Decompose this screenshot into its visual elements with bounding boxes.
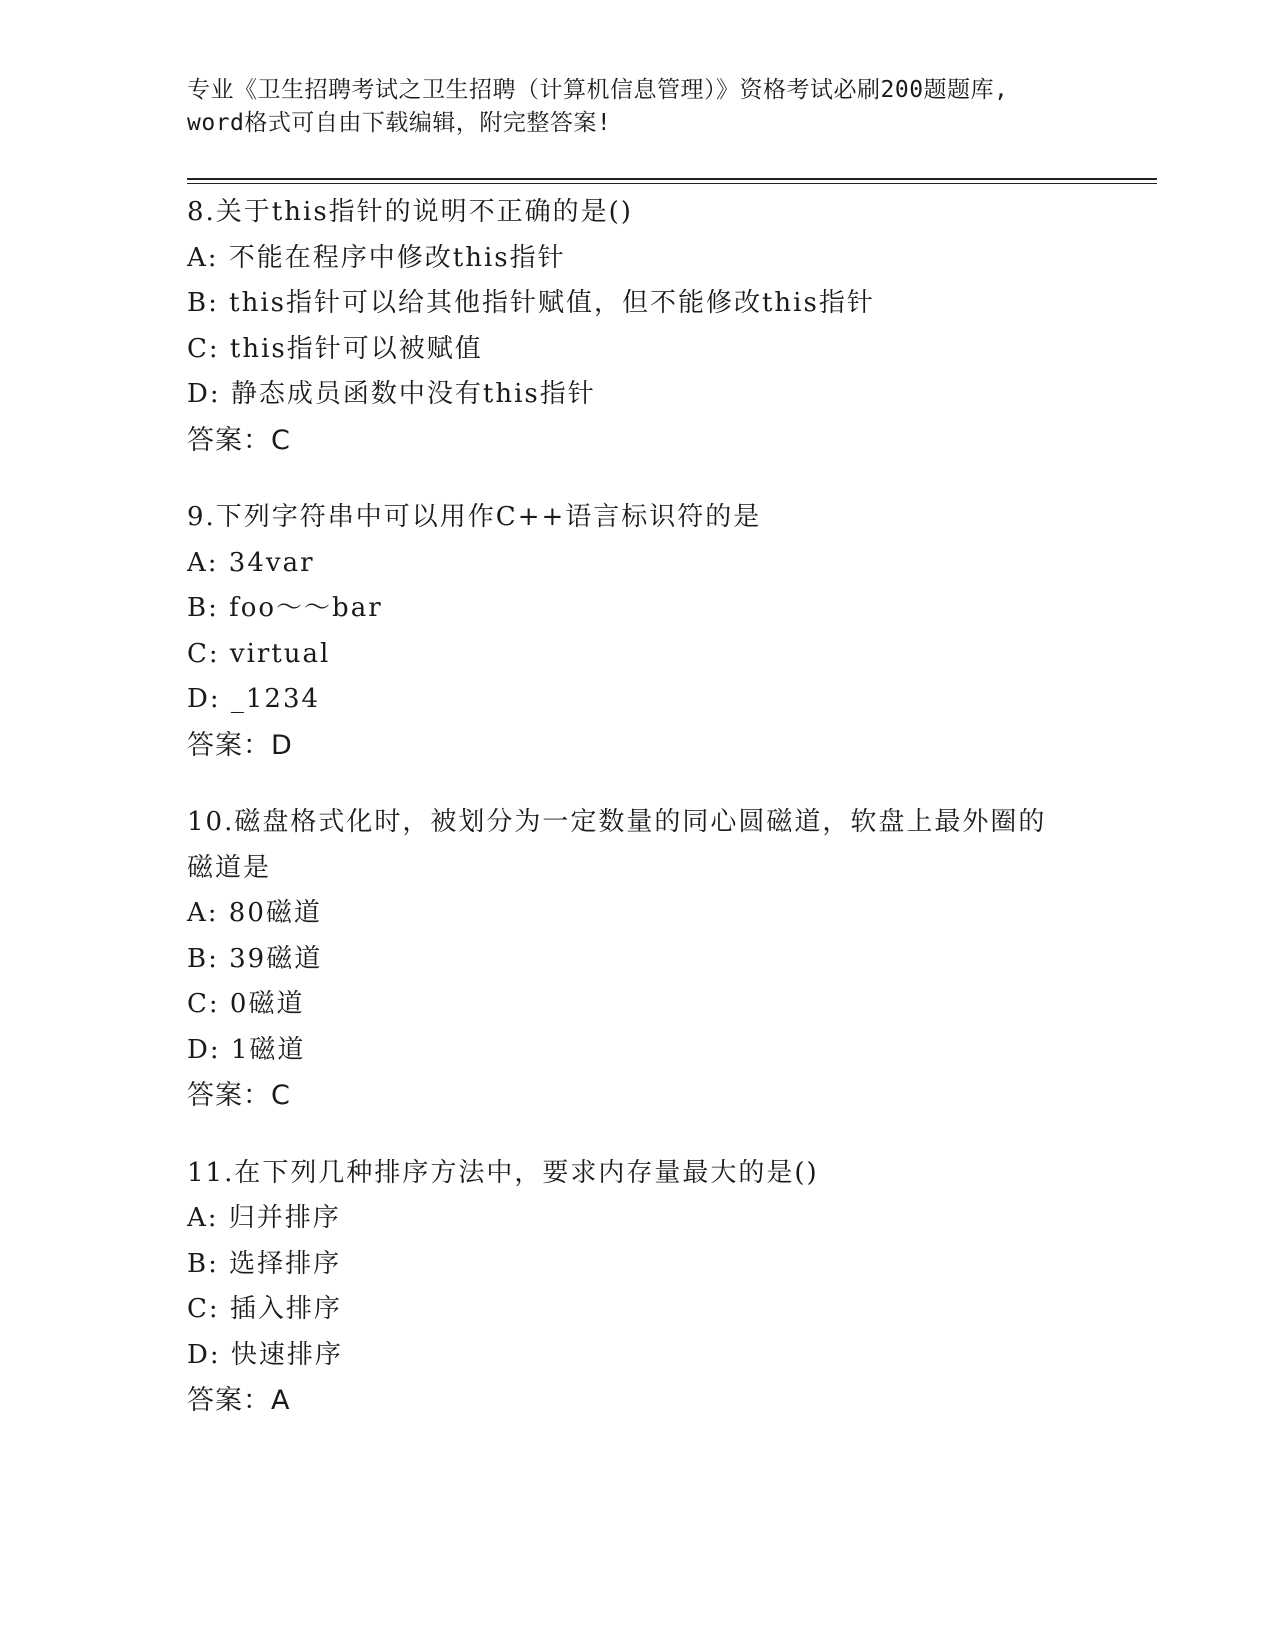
- option-d: D: _1234: [187, 684, 321, 714]
- question-10: [187, 800, 1087, 1119]
- option-c: C: 0磁道: [187, 989, 305, 1019]
- option-c: C: virtual: [187, 638, 331, 669]
- question-text: 10.磁盘格式化时，被划分为一定数量的同心圆磁道，软盘上最外圈的磁道是: [187, 807, 1047, 883]
- option-c: C: this指针可以被赋值: [187, 333, 483, 364]
- question-9: [187, 495, 1087, 768]
- option-d: D: 静态成员函数中没有this指针: [187, 379, 596, 409]
- header-divider-thick: [187, 178, 1157, 180]
- document-header: [187, 74, 1087, 140]
- answer: 答案：C: [187, 424, 291, 456]
- header-divider-thin: [187, 183, 1157, 184]
- option-a: A: 不能在程序中修改this指针: [187, 242, 566, 273]
- answer: 答案：C: [187, 1080, 291, 1111]
- option-d: D: 快速排序: [187, 1339, 343, 1370]
- option-b: B: this指针可以给其他指针赋值，但不能修改this指针: [187, 288, 875, 318]
- option-a: A: 80磁道: [187, 898, 322, 928]
- question-8: [187, 190, 1087, 463]
- answer: 答案：D: [187, 729, 293, 761]
- option-c: C: 插入排序: [187, 1294, 342, 1324]
- option-a: A: 归并排序: [187, 1203, 341, 1233]
- question-text: 11.在下列几种排序方法中，要求内存量最大的是(): [187, 1157, 819, 1188]
- question-text: 8.关于this指针的说明不正确的是(): [187, 197, 633, 227]
- option-b: B: foo～～bar: [187, 593, 383, 623]
- option-d: D: 1磁道: [187, 1034, 306, 1065]
- answer: 答案：A: [187, 1385, 291, 1416]
- option-b: B: 选择排序: [187, 1248, 342, 1279]
- header-title-line-1: 专业《卫生招聘考试之卫生招聘（计算机信息管理）》资格考试必刷200题题库,: [187, 77, 1009, 103]
- option-b: B: 39磁道: [187, 943, 323, 974]
- question-list: [187, 190, 1087, 1456]
- option-a: A: 34var: [187, 547, 315, 578]
- header-title-line-2: word格式可自由下载编辑，附完整答案!: [187, 110, 612, 136]
- question-text: 9.下列字符串中可以用作C++语言标识符的是: [187, 502, 762, 532]
- question-11: [187, 1151, 1087, 1424]
